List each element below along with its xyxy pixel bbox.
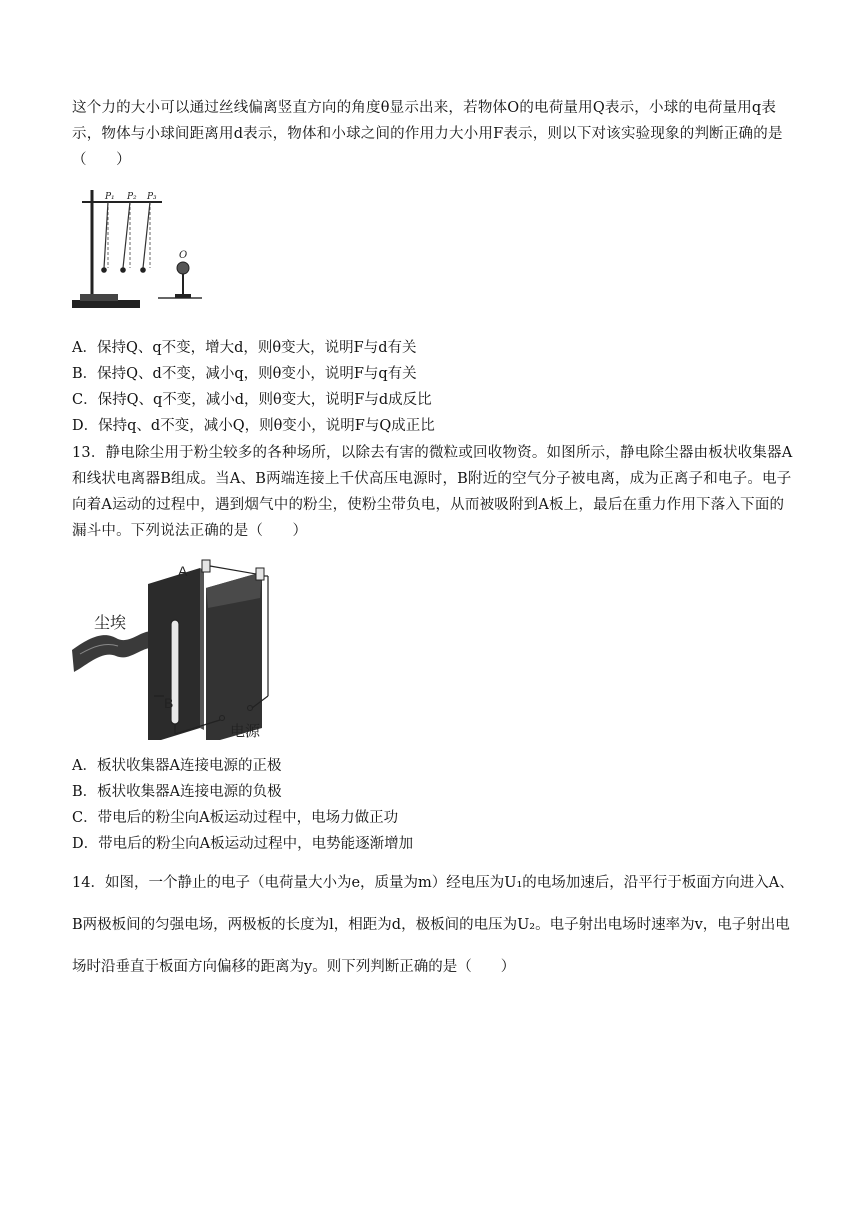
- q13-stem: 13．静电除尘用于粉尘较多的各种场所，以除去有害的微粒或回收物资。如图所示，静电除尘器由板状收集器A和线状电离器B组成。当A、B两端连接上千伏高压电源时，B附近的空气分子被电离，成为正离子和电子。电子向着A运动的过程中，遇到烟气中的粉尘，使粉尘带负电，从而被吸附到A板上，最后在重力作用下落入下面的漏斗中。下列说法正确的是（ ）: [72, 445, 793, 539]
- q12-option-b: B．保持Q、d不变，减小q，则θ变小，说明F与q有关: [72, 366, 417, 382]
- q14-stem: 14．如图，一个静止的电子（电荷量大小为e，质量为m）经电压为U₁的电场加速后，沿平行于板面方向进入A、B两极板间的匀强电场，两极板的长度为l，相距为d，极板间的电压为U₂。电子射出电场时速率为v，电子射出电场时沿垂直于板面方向偏移的距离为y。则下列判断正确的是（ ）: [72, 875, 794, 975]
- q13-option-d: D．带电后的粉尘向A板运动过程中，电势能逐渐增加: [72, 836, 414, 852]
- p1-label: P₁: [105, 192, 115, 202]
- q12-option-c: C．保持Q、q不变，减小d，则θ变大，说明F与d成反比: [72, 392, 432, 408]
- q13-option-b: B．板状收集器A连接电源的负极: [72, 784, 282, 800]
- label-a: A: [178, 563, 188, 579]
- p3-label: P₃: [147, 192, 157, 202]
- q13-option-a: A．板状收集器A连接电源的正极: [72, 758, 282, 774]
- label-b: B: [164, 695, 174, 711]
- o-label: O: [179, 250, 188, 261]
- intro-paragraph: 这个力的大小可以通过丝线偏离竖直方向的角度θ显示出来，若物体O的电荷量用Q表示，小球的电荷量用q表示，物体与小球间距离用d表示，物体和小球之间的作用力大小用F表示，则以下对该实验现象的判断正确的是（ ）: [72, 100, 783, 168]
- q12-option-d: D．保持q、d不变，减小Q，则θ变小，说明F与Q成正比: [72, 418, 435, 434]
- q12-figure: [72, 188, 212, 312]
- label-dust: 尘埃: [94, 613, 127, 632]
- label-power: 电源: [230, 722, 261, 740]
- p2-label: P₂: [127, 192, 137, 202]
- q13-option-c: C．带电后的粉尘向A板运动过程中，电场力做正功: [72, 810, 399, 826]
- q13-figure: [72, 558, 302, 740]
- q12-option-a: A．保持Q、q不变，增大d，则θ变大，说明F与d有关: [72, 340, 417, 356]
